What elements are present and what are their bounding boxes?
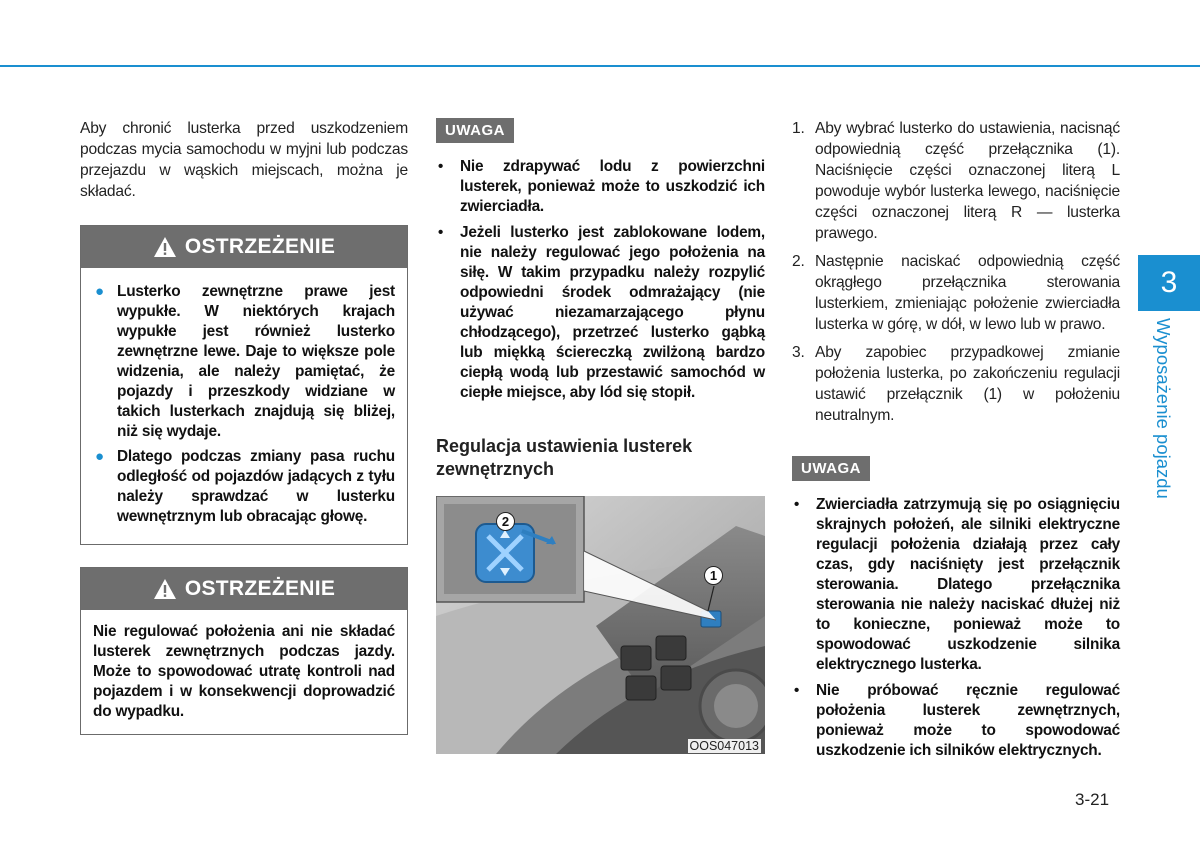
- warning1-item-text: Dlatego podczas zmiany pasa ruchu odległość od pojazdów jadących z tyłu należy sprawdzać w lusterku wewnętrznym lub obracając głowę.: [117, 448, 395, 525]
- warning1-item-text: Lusterko zewnętrzne prawe jest wypukłe. W niektórych krajach wypukłe jest również lusterko zewnętrzne lewe. Daje to większe pole widzenia, ale należy pamiętać, że pojazdy i przeszkody widziane w takich lusterkach znajdują się bliżej, niż się wydaje.: [117, 283, 395, 440]
- step-number: 3.: [792, 344, 805, 361]
- notice1-item-text: Nie zdrapywać lodu z powierzchni lusterek, ponieważ może to uszkodzić ich zwierciadła.: [460, 158, 765, 215]
- chapter-number: 3: [1160, 266, 1178, 299]
- warning-triangle-icon: [153, 236, 177, 258]
- intro-paragraph: Aby chronić lusterka przed uszkodzeniem podczas mycia samochodu w myjni lub podczas przejazdu w wąskich miejscach, można je składać.: [80, 120, 408, 200]
- notice1-item: [436, 157, 765, 217]
- page-number: 3-21: [1075, 790, 1110, 809]
- step-item: [792, 342, 1120, 426]
- bullet-icon: •: [794, 496, 800, 513]
- notice2-item: [792, 681, 1120, 761]
- chapter-label: [1144, 318, 1184, 500]
- step-text: Aby zapobiec przypadkowej zmianie położenia lusterka, po zakończeniu regulacji ustawić przełącznik (1) w położeniu neutralnym.: [815, 344, 1120, 424]
- callout-1-marker: [704, 566, 723, 585]
- step-item: [792, 118, 1120, 244]
- warning-header-2: [81, 568, 407, 610]
- bullet-icon: •: [794, 682, 800, 699]
- warning-box-1: [80, 225, 408, 545]
- section-title: Regulacja ustawienia lusterek zewnętrznych: [436, 436, 693, 479]
- bullet-icon: ●: [95, 448, 104, 465]
- bullet-icon: •: [438, 224, 444, 241]
- door-panel-illustration: [436, 496, 765, 754]
- callout-2-marker: [496, 512, 515, 531]
- warning-triangle-icon: [153, 578, 177, 600]
- steps-list: [792, 118, 1120, 426]
- warning2-text: Nie regulować położenia ani nie składać lusterek zewnętrznych podczas jazdy. Może to spowodować utratę kontroli nad pojazdem i w konsekwencji doprowadzić do wypadku.: [93, 623, 395, 720]
- notice-tag-1: UWAGA: [436, 118, 514, 143]
- column-middle: [436, 118, 765, 754]
- header-rule: [0, 65, 1200, 67]
- warning1-item: [93, 282, 395, 442]
- notice2-item: [792, 495, 1120, 675]
- chapter-tab: [1138, 255, 1200, 311]
- warning-title-1: OSTRZEŻENIE: [184, 235, 336, 258]
- warning-title-2: OSTRZEŻENIE: [184, 577, 336, 600]
- notice1-item: [436, 223, 765, 403]
- chapter-label-text: Wyposażenie pojazdu: [1153, 318, 1174, 499]
- callout-2-label: 2: [501, 514, 510, 529]
- bullet-icon: ●: [95, 283, 104, 300]
- notice2-item-text: Nie próbować ręcznie regulować położenia lusterek zewnętrznych, ponieważ może to spowodować uszkodzenie ich silników elektrycznych.: [816, 682, 1120, 759]
- notice-tag-2: UWAGA: [792, 456, 870, 481]
- step-text: Aby wybrać lusterko do ustawienia, nacisnąć odpowiednią część przełącznika (1). Naciśnięcie części oznaczonej literą L powoduje wybór lusterka lewego, naciśnięcie części oznaczonej literą R — lusterka prawego.: [815, 120, 1120, 242]
- notice2-item-text: Zwierciadła zatrzymują się po osiągnięciu skrajnych położeń, ale silniki elektryczne regulacji położenia działają przez cały czas, gdy naciśnięty jest przełącznik sterowania. Dlatego przełącznika sterowania nie należy naciskać dłużej niż to konieczne, ponieważ może to spowodować uszkodzenie silnika elektrycznego lusterka.: [816, 496, 1120, 673]
- figure-code: OOS047013: [689, 739, 759, 753]
- warning-box-2: [80, 567, 408, 735]
- notice1-item-text: Jeżeli lusterko jest zablokowane lodem, nie należy regulować jego położenia na siłę. W takim przypadku należy rozpylić odpowiedni środek odmrażający (nie używać niezamarzającego płynu chłodzącego), przetrzeć lusterko gąbką lub miękką ściereczką zwilżoną bardzo ciepłą wodą lub przestawić samochód w ciepłe miejsce, aby lód się stopił.: [460, 224, 765, 401]
- callout-1-label: 1: [709, 568, 718, 583]
- step-number: 1.: [792, 120, 805, 137]
- door-switch-figure: [436, 496, 765, 754]
- bullet-icon: •: [438, 158, 444, 175]
- warning1-item: [93, 447, 395, 527]
- step-text: Następnie naciskać odpowiednią część okrągłego przełącznika sterowania lusterkiem, zmieniając położenie zwierciadła lusterka w górę, w dół, w lewo lub w prawo.: [815, 253, 1120, 333]
- step-number: 2.: [792, 253, 805, 270]
- step-item: [792, 251, 1120, 335]
- column-right: [792, 118, 1120, 766]
- column-left: [80, 118, 408, 735]
- warning-header-1: [81, 226, 407, 268]
